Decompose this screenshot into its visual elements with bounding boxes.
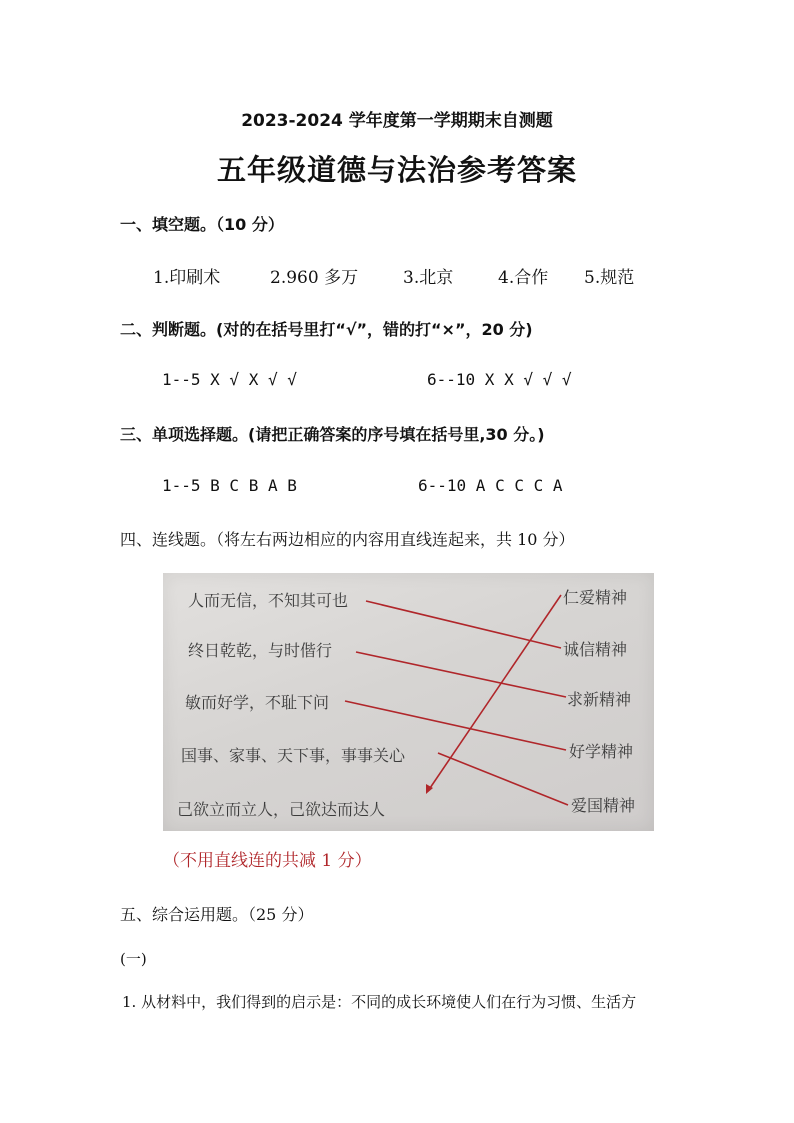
section4-heading: 四、连线题。（将左右两边相应的内容用直线连起来，共 10 分） — [120, 530, 575, 549]
right-item-5: 爱国精神 — [571, 796, 636, 815]
fill-answer-3: 3.北京 — [403, 268, 454, 288]
left-item-2: 终日乾乾，与时偕行 — [188, 641, 333, 660]
right-item-3: 求新精神 — [567, 690, 632, 709]
match-line-4 — [438, 753, 568, 805]
left-item-4: 国事、家事、天下事，事事关心 — [181, 746, 406, 765]
matching-answer-photo — [163, 573, 654, 831]
fill-answer-2: 2.960 多万 — [270, 268, 359, 288]
judge-answers-1-5: 1--5 X √ X √ √ — [162, 370, 297, 389]
match-line-1 — [366, 601, 561, 648]
left-item-5: 己欲立而立人，己欲达而达人 — [177, 800, 386, 819]
fill-answer-4: 4.合作 — [498, 268, 549, 288]
section5-heading: 五、综合运用题。（25 分） — [120, 905, 314, 924]
section1-heading: 一、填空题。（10 分） — [120, 215, 284, 234]
page-title: 五年级道德与法治参考答案 — [216, 153, 577, 187]
choice-answers-6-10: 6--10 A C C C A — [418, 476, 563, 495]
deduction-note: （不用直线连的共减 1 分） — [163, 851, 372, 871]
fill-answer-5: 5.规范 — [584, 268, 635, 288]
left-item-1: 人而无信，不知其可也 — [188, 591, 349, 610]
part-one-label: (一) — [120, 950, 147, 968]
right-item-4: 好学精神 — [569, 742, 634, 761]
fill-answer-1: 1.印刷术 — [153, 268, 221, 288]
question-1-answer: 1. 从材料中，我们得到的启示是：不同的成长环境使人们在行为习惯、生活方 — [122, 993, 637, 1011]
exam-subtitle: 2023-2024 学年度第一学期期末自测题 — [241, 111, 553, 131]
right-item-2: 诚信精神 — [563, 640, 628, 659]
match-line-5 — [428, 595, 561, 791]
right-item-1: 仁爱精神 — [563, 588, 628, 607]
match-line-2 — [356, 652, 566, 697]
choice-answers-1-5: 1--5 B C B A B — [162, 476, 297, 495]
left-item-3: 敏而好学，不耻下问 — [185, 693, 330, 712]
judge-answers-6-10: 6--10 X X √ √ √ — [427, 370, 572, 389]
section2-heading: 二、判断题。(对的在括号里打“√”，错的打“×”，20 分) — [120, 320, 533, 339]
section3-heading: 三、单项选择题。(请把正确答案的序号填在括号里,30 分。) — [120, 425, 545, 444]
